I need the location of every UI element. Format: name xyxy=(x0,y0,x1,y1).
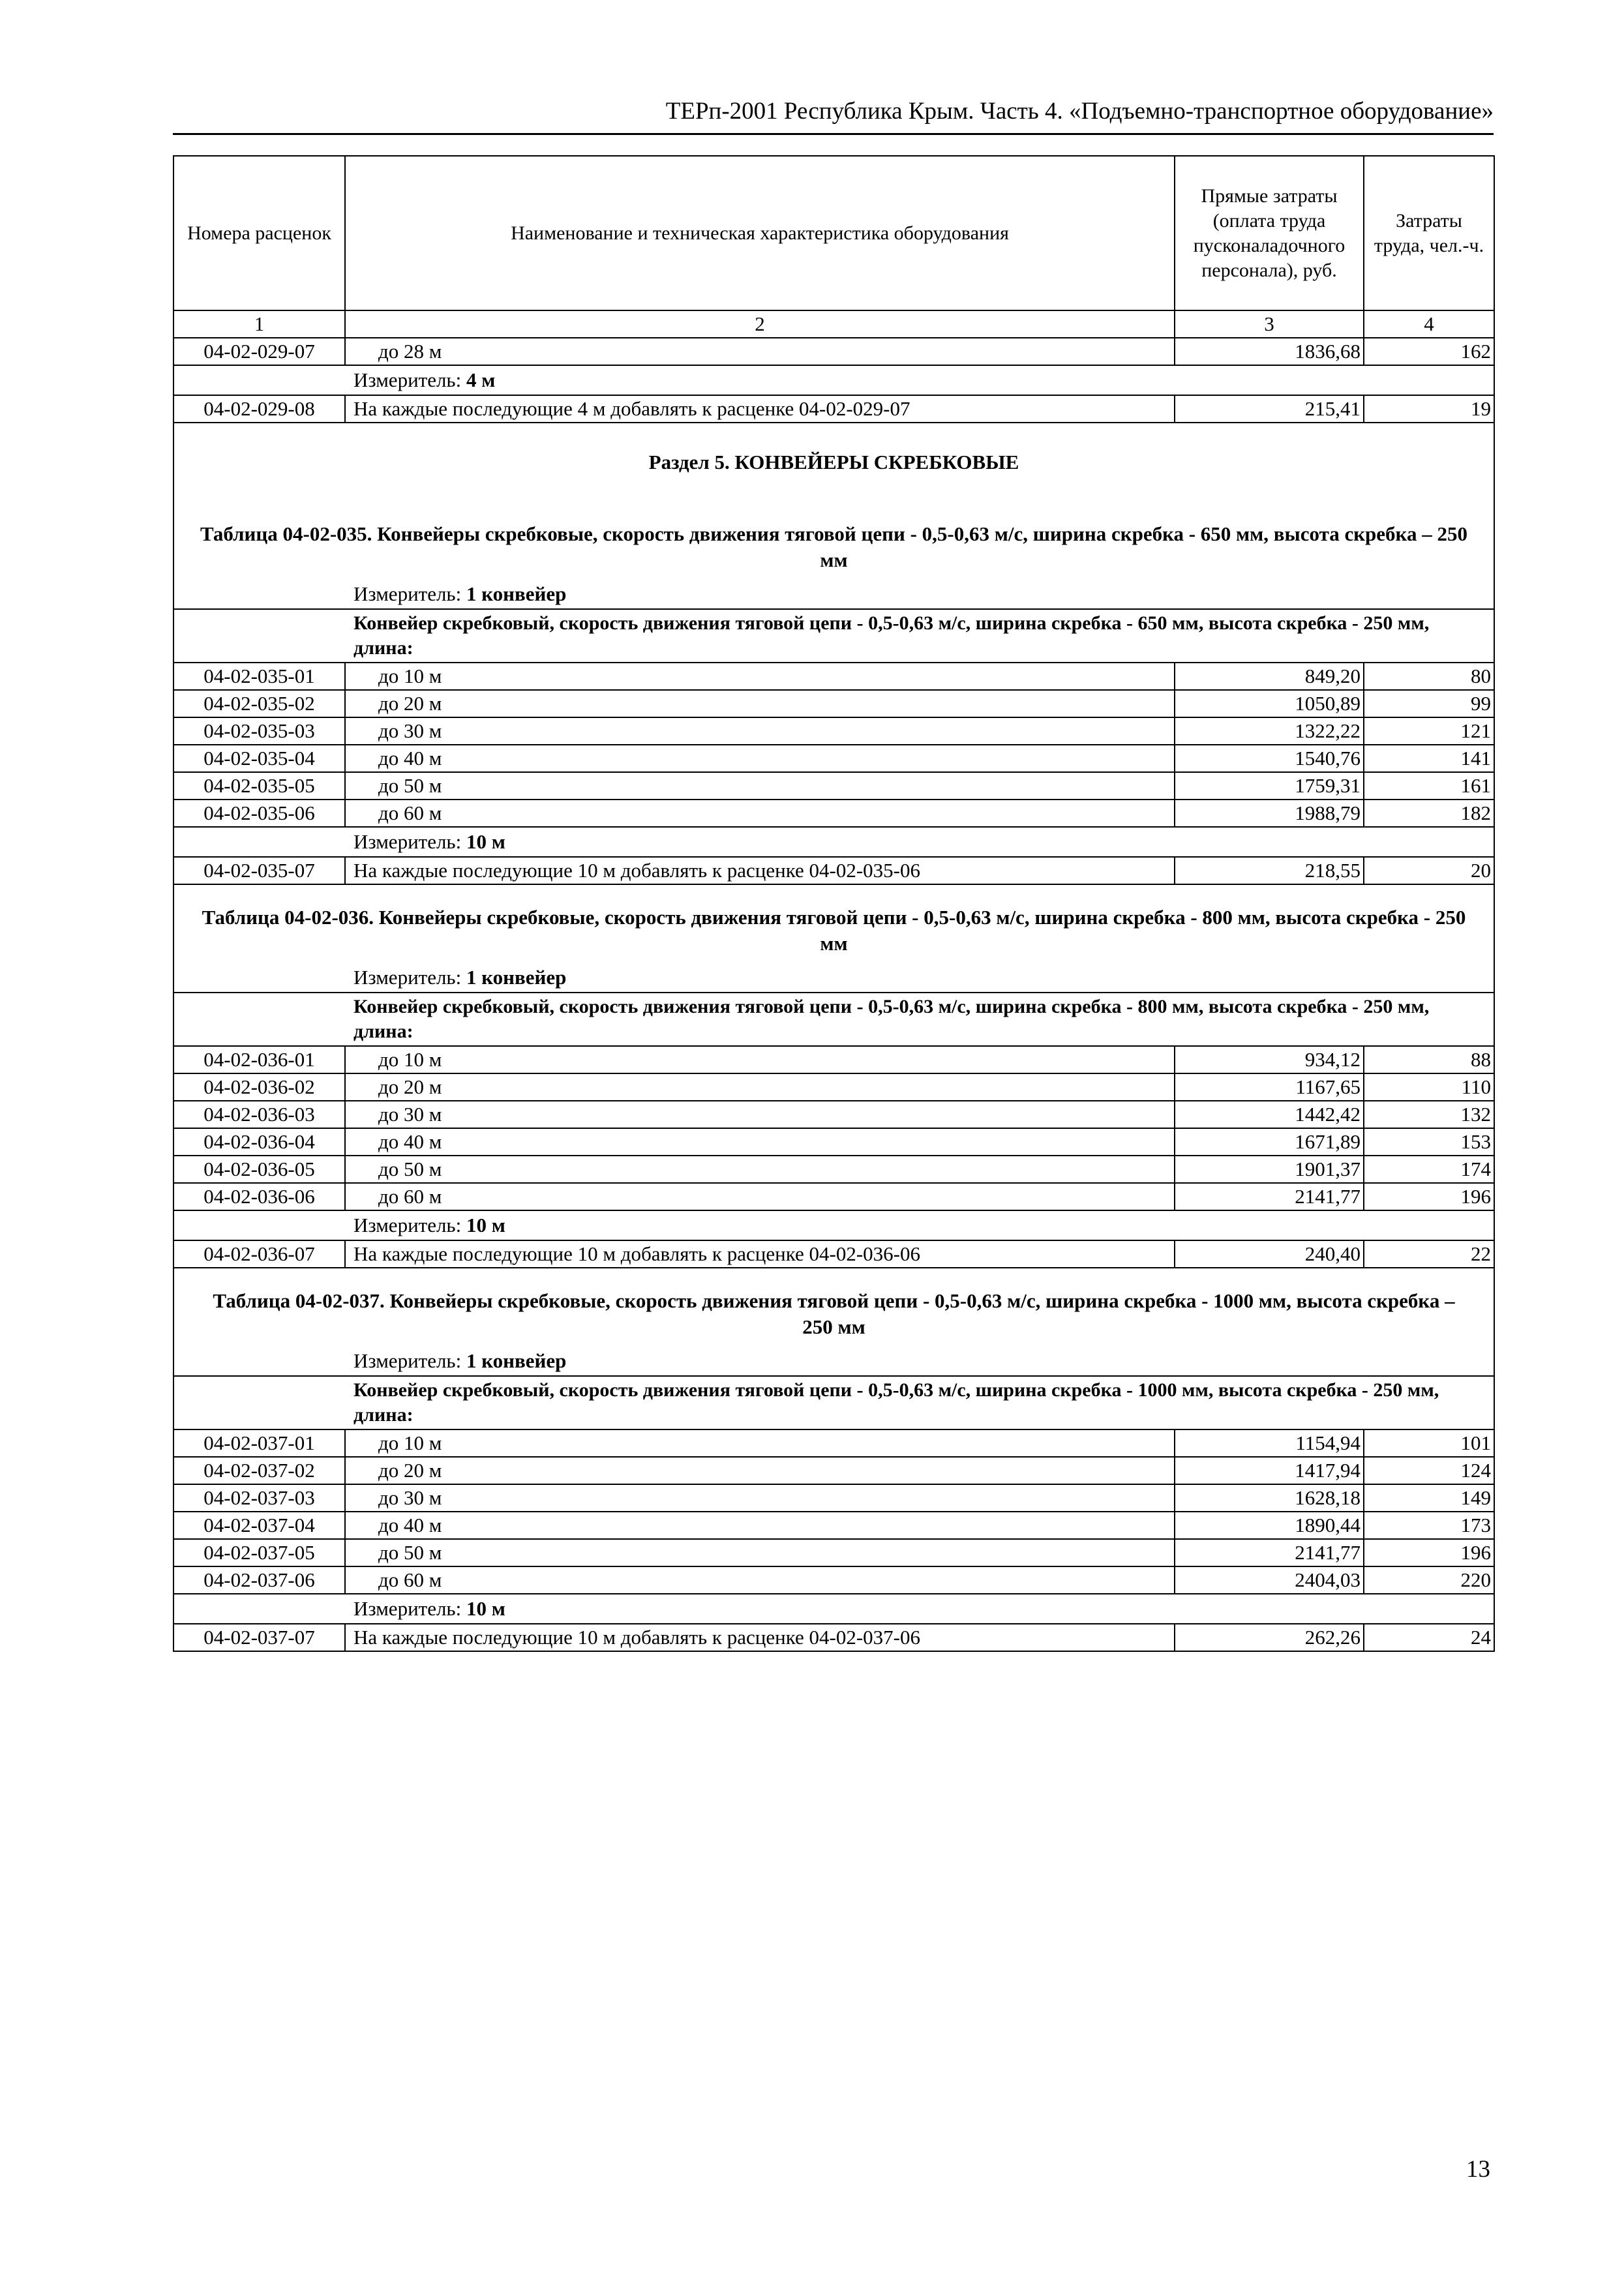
rate-cost: 262,26 xyxy=(1175,1624,1364,1651)
unit-label: Измеритель: xyxy=(353,368,462,391)
table-row xyxy=(173,1566,1494,1594)
rate-cost: 934,12 xyxy=(1175,1046,1364,1073)
column-number-4: 4 xyxy=(1364,310,1494,338)
unit-line xyxy=(173,365,1494,395)
rate-labor: 132 xyxy=(1364,1101,1494,1128)
rate-name: до 30 м xyxy=(345,717,1175,745)
table-row xyxy=(173,1624,1494,1651)
table-title: Таблица 04-02-035. Конвейеры скребковые, скорость движения тяговой цепи - 0,5-0,63 м/с, ширина скребка - 650 мм, высота скребка – 250 мм xyxy=(173,501,1494,580)
rate-code: 04-02-035-07 xyxy=(173,857,345,884)
unit-row xyxy=(173,827,1494,857)
table-row xyxy=(173,1073,1494,1101)
table-title-row xyxy=(173,884,1494,963)
rate-code: 04-02-037-06 xyxy=(173,1566,345,1594)
column-header-name: Наименование и техническая характеристика оборудования xyxy=(345,156,1175,310)
rate-name: до 50 м xyxy=(345,772,1175,800)
rate-cost: 849,20 xyxy=(1175,663,1364,690)
rate-name: до 30 м xyxy=(345,1101,1175,1128)
rate-cost: 1671,89 xyxy=(1175,1128,1364,1156)
rate-cost: 1901,37 xyxy=(1175,1156,1364,1183)
rate-labor: 22 xyxy=(1364,1240,1494,1268)
rate-labor: 88 xyxy=(1364,1046,1494,1073)
rate-labor: 24 xyxy=(1364,1624,1494,1651)
column-number-2: 2 xyxy=(345,310,1175,338)
rate-code: 04-02-036-05 xyxy=(173,1156,345,1183)
rate-name: до 10 м xyxy=(345,1429,1175,1457)
table-row xyxy=(173,1183,1494,1210)
table-header-row xyxy=(173,156,1494,310)
unit-value: 1 конвейер xyxy=(466,582,567,605)
table-row xyxy=(173,1101,1494,1128)
unit-value: 10 м xyxy=(466,1214,505,1236)
rate-labor: 121 xyxy=(1364,717,1494,745)
rate-code: 04-02-037-05 xyxy=(173,1539,345,1566)
rate-cost: 1759,31 xyxy=(1175,772,1364,800)
table-row xyxy=(173,1512,1494,1539)
rate-code: 04-02-029-08 xyxy=(173,395,345,423)
rate-cost: 215,41 xyxy=(1175,395,1364,423)
table-row xyxy=(173,1240,1494,1268)
table-row xyxy=(173,1539,1494,1566)
equipment-description: Конвейер скребковый, скорость движения тяговой цепи - 0,5-0,63 м/с, ширина скребка - 650 мм, высота скребка - 250 мм, длина: xyxy=(173,609,1494,663)
unit-row xyxy=(173,1210,1494,1240)
rate-code: 04-02-035-01 xyxy=(173,663,345,690)
rate-cost: 1540,76 xyxy=(1175,745,1364,772)
column-header-cost: Прямые затраты (оплата труда пусконаладочного персонала), руб. xyxy=(1175,156,1364,310)
rate-cost: 1988,79 xyxy=(1175,800,1364,827)
table-title: Таблица 04-02-036. Конвейеры скребковые, скорость движения тяговой цепи - 0,5-0,63 м/с, ширина скребка - 800 мм, высота скребка - 250 мм xyxy=(173,884,1494,963)
rate-cost: 1890,44 xyxy=(1175,1512,1364,1539)
unit-line xyxy=(173,1347,1494,1376)
rate-code: 04-02-035-03 xyxy=(173,717,345,745)
rate-labor: 174 xyxy=(1364,1156,1494,1183)
rate-labor: 124 xyxy=(1364,1457,1494,1484)
unit-row xyxy=(173,365,1494,395)
rate-cost: 2141,77 xyxy=(1175,1539,1364,1566)
rate-cost: 1322,22 xyxy=(1175,717,1364,745)
column-number-row xyxy=(173,310,1494,338)
unit-label: Измеритель: xyxy=(353,966,462,989)
table-row xyxy=(173,1484,1494,1512)
table-row xyxy=(173,395,1494,423)
unit-line xyxy=(173,580,1494,609)
rate-name: до 20 м xyxy=(345,690,1175,717)
rate-code: 04-02-036-07 xyxy=(173,1240,345,1268)
rate-cost: 2404,03 xyxy=(1175,1566,1364,1594)
rate-name: до 40 м xyxy=(345,745,1175,772)
rate-code: 04-02-036-06 xyxy=(173,1183,345,1210)
description-row xyxy=(173,993,1494,1046)
rate-labor: 19 xyxy=(1364,395,1494,423)
rate-labor: 80 xyxy=(1364,663,1494,690)
unit-value: 1 конвейер xyxy=(466,966,567,989)
rate-labor: 196 xyxy=(1364,1539,1494,1566)
table-title: Таблица 04-02-037. Конвейеры скребковые, скорость движения тяговой цепи - 0,5-0,63 м/с, ширина скребка - 1000 мм, высота скребка – 250 мм xyxy=(173,1268,1494,1347)
header-title: ТЕРп-2001 Республика Крым. Часть 4. «Подъемно-транспортное оборудование» xyxy=(665,98,1494,125)
table-row xyxy=(173,690,1494,717)
rate-labor: 141 xyxy=(1364,745,1494,772)
unit-row xyxy=(173,1347,1494,1376)
running-header xyxy=(173,95,1494,135)
unit-row xyxy=(173,1594,1494,1624)
rate-code: 04-02-037-02 xyxy=(173,1457,345,1484)
rate-labor: 149 xyxy=(1364,1484,1494,1512)
column-number-1: 1 xyxy=(173,310,345,338)
unit-line xyxy=(173,1210,1494,1240)
rate-labor: 162 xyxy=(1364,338,1494,365)
page-number: 13 xyxy=(1466,2156,1490,2183)
unit-label: Измеритель: xyxy=(353,582,462,605)
unit-value: 10 м xyxy=(466,830,505,853)
unit-row xyxy=(173,580,1494,609)
rate-code: 04-02-036-04 xyxy=(173,1128,345,1156)
rate-labor: 182 xyxy=(1364,800,1494,827)
rate-code: 04-02-035-06 xyxy=(173,800,345,827)
unit-line xyxy=(173,1594,1494,1624)
equipment-description: Конвейер скребковый, скорость движения тяговой цепи - 0,5-0,63 м/с, ширина скребка - 800 мм, высота скребка - 250 мм, длина: xyxy=(173,993,1494,1046)
unit-row xyxy=(173,963,1494,993)
unit-value: 4 м xyxy=(466,368,496,391)
rate-code: 04-02-036-02 xyxy=(173,1073,345,1101)
column-header-labor: Затраты труда, чел.-ч. xyxy=(1364,156,1494,310)
unit-label: Измеритель: xyxy=(353,1214,462,1236)
table-row xyxy=(173,1429,1494,1457)
unit-value: 10 м xyxy=(466,1597,505,1620)
rate-cost: 1154,94 xyxy=(1175,1429,1364,1457)
rate-labor: 110 xyxy=(1364,1073,1494,1101)
unit-label: Измеритель: xyxy=(353,830,462,853)
unit-label: Измеритель: xyxy=(353,1597,462,1620)
table-row xyxy=(173,1046,1494,1073)
table-row xyxy=(173,857,1494,884)
rate-name: до 10 м xyxy=(345,663,1175,690)
rate-name: до 10 м xyxy=(345,1046,1175,1073)
rate-code: 04-02-029-07 xyxy=(173,338,345,365)
section-title: Раздел 5. КОНВЕЙЕРЫ СКРЕБКОВЫЕ xyxy=(173,423,1494,501)
rate-name: На каждые последующие 10 м добавлять к расценке 04-02-037-06 xyxy=(345,1624,1175,1651)
rate-name: до 40 м xyxy=(345,1128,1175,1156)
rate-code: 04-02-035-05 xyxy=(173,772,345,800)
rate-name: до 28 м xyxy=(345,338,1175,365)
rate-name: до 20 м xyxy=(345,1073,1175,1101)
rate-labor: 161 xyxy=(1364,772,1494,800)
rate-code: 04-02-036-01 xyxy=(173,1046,345,1073)
equipment-description: Конвейер скребковый, скорость движения тяговой цепи - 0,5-0,63 м/с, ширина скребка - 1000 мм, высота скребка - 250 мм, длина: xyxy=(173,1376,1494,1429)
table-row xyxy=(173,717,1494,745)
description-row xyxy=(173,1376,1494,1429)
rate-name: На каждые последующие 10 м добавлять к расценке 04-02-036-06 xyxy=(345,1240,1175,1268)
table-row xyxy=(173,1128,1494,1156)
unit-line xyxy=(173,963,1494,993)
table-row xyxy=(173,772,1494,800)
rate-code: 04-02-037-01 xyxy=(173,1429,345,1457)
rate-cost: 1836,68 xyxy=(1175,338,1364,365)
rate-labor: 101 xyxy=(1364,1429,1494,1457)
rate-name: до 50 м xyxy=(345,1156,1175,1183)
rate-cost: 240,40 xyxy=(1175,1240,1364,1268)
rate-labor: 153 xyxy=(1364,1128,1494,1156)
table-row xyxy=(173,1156,1494,1183)
column-header-codes: Номера расценок xyxy=(173,156,345,310)
table-title-row xyxy=(173,501,1494,580)
rate-name: На каждые последующие 10 м добавлять к расценке 04-02-035-06 xyxy=(345,857,1175,884)
rate-name: до 60 м xyxy=(345,800,1175,827)
rate-cost: 218,55 xyxy=(1175,857,1364,884)
description-row xyxy=(173,609,1494,663)
unit-value: 1 конвейер xyxy=(466,1349,567,1372)
rates-table xyxy=(173,155,1495,1652)
rate-name: до 20 м xyxy=(345,1457,1175,1484)
rate-labor: 220 xyxy=(1364,1566,1494,1594)
rate-name: до 30 м xyxy=(345,1484,1175,1512)
section-title-row xyxy=(173,423,1494,501)
rate-code: 04-02-036-03 xyxy=(173,1101,345,1128)
rate-name: до 50 м xyxy=(345,1539,1175,1566)
table-row xyxy=(173,800,1494,827)
table-row xyxy=(173,1457,1494,1484)
table-row xyxy=(173,745,1494,772)
rate-cost: 1442,42 xyxy=(1175,1101,1364,1128)
unit-line xyxy=(173,827,1494,857)
rate-name: до 60 м xyxy=(345,1183,1175,1210)
rate-name: На каждые последующие 4 м добавлять к расценке 04-02-029-07 xyxy=(345,395,1175,423)
rate-code: 04-02-035-04 xyxy=(173,745,345,772)
rate-cost: 2141,77 xyxy=(1175,1183,1364,1210)
rate-labor: 20 xyxy=(1364,857,1494,884)
rate-code: 04-02-037-04 xyxy=(173,1512,345,1539)
rate-code: 04-02-037-03 xyxy=(173,1484,345,1512)
rate-labor: 196 xyxy=(1364,1183,1494,1210)
table-title-row xyxy=(173,1268,1494,1347)
rate-cost: 1417,94 xyxy=(1175,1457,1364,1484)
rate-name: до 60 м xyxy=(345,1566,1175,1594)
rate-cost: 1050,89 xyxy=(1175,690,1364,717)
rate-code: 04-02-037-07 xyxy=(173,1624,345,1651)
rate-labor: 99 xyxy=(1364,690,1494,717)
rate-code: 04-02-035-02 xyxy=(173,690,345,717)
column-number-3: 3 xyxy=(1175,310,1364,338)
table-row xyxy=(173,663,1494,690)
table-row xyxy=(173,338,1494,365)
rate-name: до 40 м xyxy=(345,1512,1175,1539)
rate-labor: 173 xyxy=(1364,1512,1494,1539)
rate-cost: 1167,65 xyxy=(1175,1073,1364,1101)
rate-cost: 1628,18 xyxy=(1175,1484,1364,1512)
unit-label: Измеритель: xyxy=(353,1349,462,1372)
